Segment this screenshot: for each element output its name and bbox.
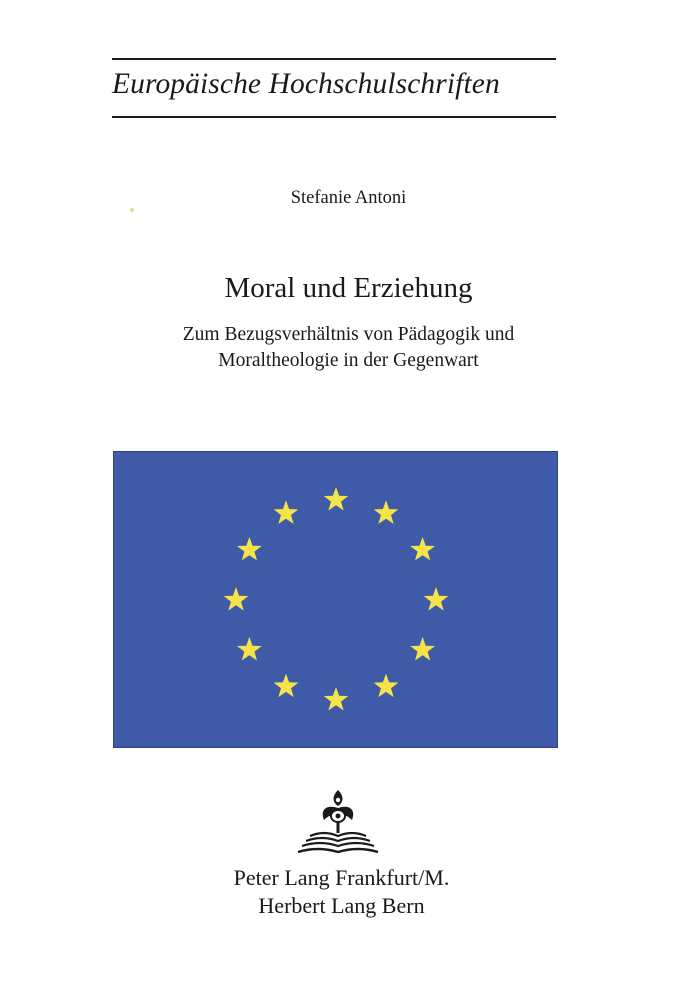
series-title: Europäische Hochschulschriften <box>112 68 500 100</box>
european-flag-icon <box>113 451 558 748</box>
book-title: Moral und Erziehung <box>224 272 473 304</box>
flag-star-icon <box>410 637 435 661</box>
publisher-line-1: Peter Lang Frankfurt/M. <box>233 865 450 890</box>
bottom-rule <box>112 116 556 118</box>
flag-star-icon <box>324 687 349 711</box>
top-rule <box>112 58 556 60</box>
flag-star-icon <box>424 587 449 611</box>
publisher-imprint <box>0 864 677 920</box>
flag-star-icon <box>324 487 349 511</box>
flag-star-icon <box>237 537 262 561</box>
flag-star-icon <box>374 674 399 698</box>
publisher-line-2: Herbert Lang Bern <box>258 893 425 918</box>
subtitle-line-2: Moraltheologie in der Gegenwart <box>218 350 479 371</box>
flag-star-icon <box>237 637 262 661</box>
subtitle-line-1: Zum Bezugsverhältnis von Pädagogik und <box>182 324 515 345</box>
flag-stars <box>114 452 559 749</box>
flag-star-icon <box>224 587 249 611</box>
flag-star-icon <box>274 500 299 524</box>
book-subtitle <box>0 322 677 374</box>
flag-star-icon <box>374 500 399 524</box>
flag-star-icon <box>274 674 299 698</box>
author-name: Stefanie Antoni <box>290 188 407 208</box>
flag-star-icon <box>410 537 435 561</box>
publisher-tree-book-logo-icon <box>296 786 380 863</box>
